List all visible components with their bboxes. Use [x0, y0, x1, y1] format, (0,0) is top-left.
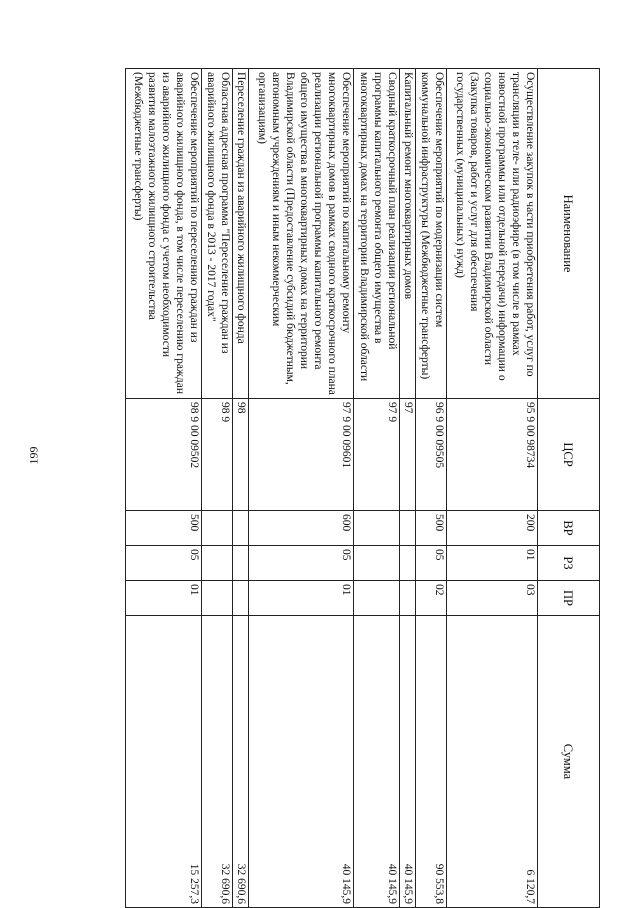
- row-pr: [232, 581, 248, 616]
- row-pr: 02: [416, 581, 447, 616]
- row-sum: 15 257,3: [126, 616, 202, 908]
- row-name: Осуществление закупок в части приобретения работ, услуг по трансляции в теле- или радиоэфире (в том числе в рамках новостной программы или отдельной передачи) информации о социально-экономическом развитии Владимирской области (Закупка товаров, работ и услуг для обеспечения государственных (муниципальных) нужд): [447, 69, 538, 399]
- row-name: Областная адресная программа "Переселение граждан из аварийного жилищного фонда в 2013 - 2017 годах": [201, 69, 232, 399]
- table-row: [201, 69, 232, 908]
- row-vr: [354, 511, 400, 546]
- row-pr: 03: [447, 581, 538, 616]
- header-csr: ЦСР: [538, 399, 600, 511]
- row-sum: 32 690,6: [232, 616, 248, 908]
- table-row: [126, 69, 202, 908]
- row-name: Капитальный ремонт многоквартирных домов: [400, 69, 416, 399]
- table-row: [400, 69, 416, 908]
- row-sum: 6 120,7: [447, 616, 538, 908]
- row-sum: 40 145,9: [248, 616, 354, 908]
- row-csr: 96 9 00 09505: [416, 399, 447, 511]
- row-rz: [400, 546, 416, 581]
- header-sum: Сумма: [538, 616, 600, 908]
- row-name: Обеспечение мероприятий по модернизации систем коммунальной инфраструктуры (Межбюджетные трансферты): [416, 69, 447, 399]
- table-row: [232, 69, 248, 908]
- page-number: 199: [26, 446, 41, 465]
- row-vr: 500: [416, 511, 447, 546]
- table-row: [248, 69, 354, 908]
- row-csr: 98 9 00 09502: [126, 399, 202, 511]
- row-csr: 95 9 00 98734: [447, 399, 538, 511]
- header-rz: РЗ: [538, 546, 600, 581]
- row-pr: 01: [248, 581, 354, 616]
- row-csr: 98 9: [201, 399, 232, 511]
- row-vr: 500: [126, 511, 202, 546]
- row-csr: 97 9: [354, 399, 400, 511]
- table-row: [416, 69, 447, 908]
- row-pr: [354, 581, 400, 616]
- row-pr: [201, 581, 232, 616]
- row-vr: [201, 511, 232, 546]
- row-name: Переселение граждан из аварийного жилищного фонда: [232, 69, 248, 399]
- header-name: Наименование: [538, 69, 600, 399]
- row-name: Сводный краткосрочный план реализации региональной программы капитального ремонта общего имущества в многоквартирных домах на территории Владимирской области: [354, 69, 400, 399]
- row-pr: [400, 581, 416, 616]
- row-sum: 90 553,8: [416, 616, 447, 908]
- header-pr: ПР: [538, 581, 600, 616]
- row-sum: 40 145,9: [400, 616, 416, 908]
- row-name: Обеспечение мероприятий по переселению граждан из аварийного жилищного фонда, в том числе переселению граждан из аварийного жилищного фонда с учетом необходимости развития малоэтажного жилищного строительства (Межбюджетные трансферты): [126, 69, 202, 399]
- row-vr: 600: [248, 511, 354, 546]
- row-pr: 01: [126, 581, 202, 616]
- row-csr: 98: [232, 399, 248, 511]
- row-sum: 40 145,9: [354, 616, 400, 908]
- row-sum: 32 690,6: [201, 616, 232, 908]
- row-csr: 97 9 00 09601: [248, 399, 354, 511]
- row-name: Обеспечение мероприятий по капитальному ремонту многоквартирных домов в рамках сводного краткосрочного плана реализации региональной программы капитального ремонта общего имущества в многоквартирных домах на территории Владимирской области (Предоставление субсидий бюджетным, автономным учреждениям и иным некоммерческим организациям): [248, 69, 354, 399]
- table-row: [354, 69, 400, 908]
- row-csr: 97: [400, 399, 416, 511]
- row-rz: [201, 546, 232, 581]
- header-vr: ВР: [538, 511, 600, 546]
- row-rz: 01: [447, 546, 538, 581]
- table-header-row: [538, 69, 600, 908]
- row-rz: 05: [248, 546, 354, 581]
- row-rz: 05: [416, 546, 447, 581]
- row-rz: 05: [126, 546, 202, 581]
- row-rz: [354, 546, 400, 581]
- row-vr: [400, 511, 416, 546]
- row-vr: 200: [447, 511, 538, 546]
- row-rz: [232, 546, 248, 581]
- budget-table: [125, 68, 600, 908]
- rotated-page-content: [125, 68, 600, 907]
- table-row: [447, 69, 538, 908]
- row-vr: [232, 511, 248, 546]
